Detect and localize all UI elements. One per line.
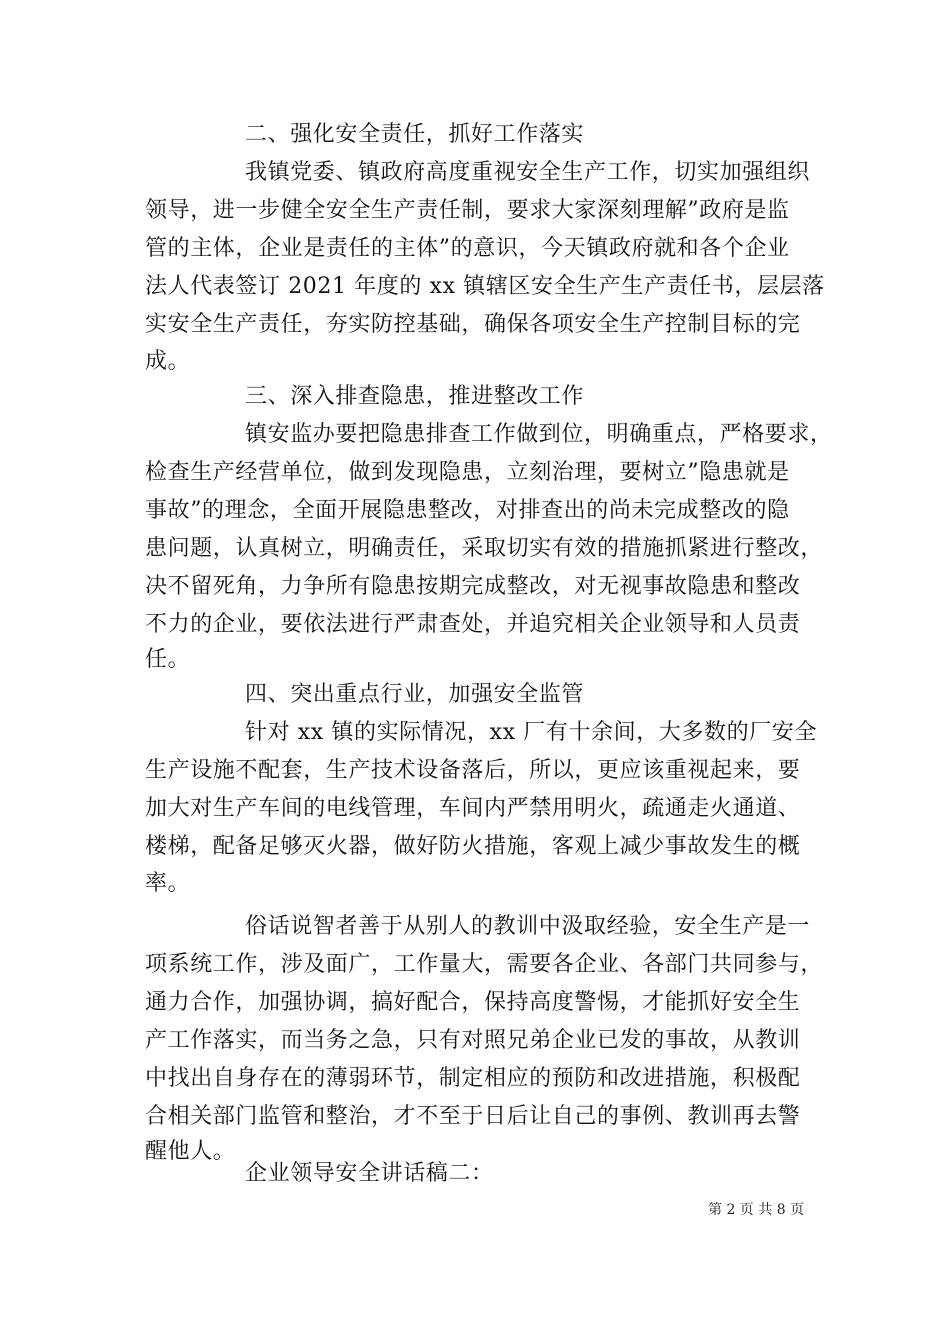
paragraph-line: 法人代表签订 2021 年度的 xx 镇辖区安全生产生产责任书，层层落 <box>145 274 825 299</box>
paragraph-line: 中找出自身存在的薄弱环节，制定相应的预防和改进措施，积极配 <box>145 1066 801 1091</box>
paragraph-line: 俗话说智者善于从别人的教训中汲取经验，安全生产是一 <box>245 914 811 939</box>
section-heading-4: 四、突出重点行业，加强安全监管 <box>245 682 585 707</box>
paragraph-line: 不力的企业，要依法进行严肃查处，并追究相关企业领导和人员责 <box>145 612 801 637</box>
next-speech-title: 企业领导安全讲话稿二： <box>245 1161 494 1186</box>
paragraph-line: 实安全生产责任，夯实防控基础，确保各项安全生产控制目标的完 <box>145 312 801 337</box>
paragraph-line: 针对 xx 镇的实际情况，xx 厂有十余间，大多数的厂安全 <box>245 720 818 745</box>
paragraph-line: 管的主体，企业是责任的主体”的意识，今天镇政府就和各个企业 <box>145 236 790 261</box>
paragraph-line: 生产设施不配套，生产技术设备落后，所以，更应该重视起来，要 <box>145 758 801 783</box>
paragraph-line: 镇安监办要把隐患排查工作做到位，明确重点，严格要求， <box>245 422 833 447</box>
section-heading-2: 二、强化安全责任，抓好工作落实 <box>245 122 585 147</box>
paragraph-line: 成。 <box>145 349 191 374</box>
paragraph-line: 决不留死角，力争所有隐患按期完成整改，对无视事故隐患和整改 <box>145 574 801 599</box>
paragraph-line: 加大对生产车间的电线管理，车间内严禁用明火，疏通走火通道、 <box>145 796 801 821</box>
paragraph-line: 事故”的理念，全面开展隐患整改，对排查出的尚未完成整改的隐 <box>145 498 790 523</box>
paragraph-line: 通力合作，加强协调，搞好配合，保持高度警惕，才能抓好安全生 <box>145 990 801 1015</box>
paragraph-line: 醒他人。 <box>145 1139 236 1164</box>
paragraph-line: 患问题，认真树立，明确责任，采取切实有效的措施抓紧进行整改， <box>145 536 824 561</box>
paragraph-line: 楼梯，配备足够灭火器，做好防火措施，客观上减少事故发生的概 <box>145 834 801 859</box>
paragraph-line: 我镇党委、镇政府高度重视安全生产工作，切实加强组织 <box>245 160 811 185</box>
paragraph-line: 产工作落实，而当务之急，只有对照兄弟企业已发的事故，从教训 <box>145 1028 801 1053</box>
paragraph-line: 任。 <box>145 647 191 672</box>
paragraph-line: 项系统工作，涉及面广，工作量大，需要各企业、各部门共同参与， <box>145 952 824 977</box>
paragraph-line: 领导，进一步健全安全生产责任制，要求大家深刻理解”政府是监 <box>145 198 790 223</box>
section-heading-3: 三、深入排查隐患，推进整改工作 <box>245 384 585 409</box>
paragraph-line: 检查生产经营单位，做到发现隐患，立刻治理，要树立”隐患就是 <box>145 460 790 485</box>
paragraph-line: 率。 <box>145 871 191 896</box>
page-number: 第 2 页 共 8 页 <box>708 1202 805 1218</box>
paragraph-line: 合相关部门监管和整治，才不至于日后让自己的事例、教训再去警 <box>145 1104 801 1129</box>
